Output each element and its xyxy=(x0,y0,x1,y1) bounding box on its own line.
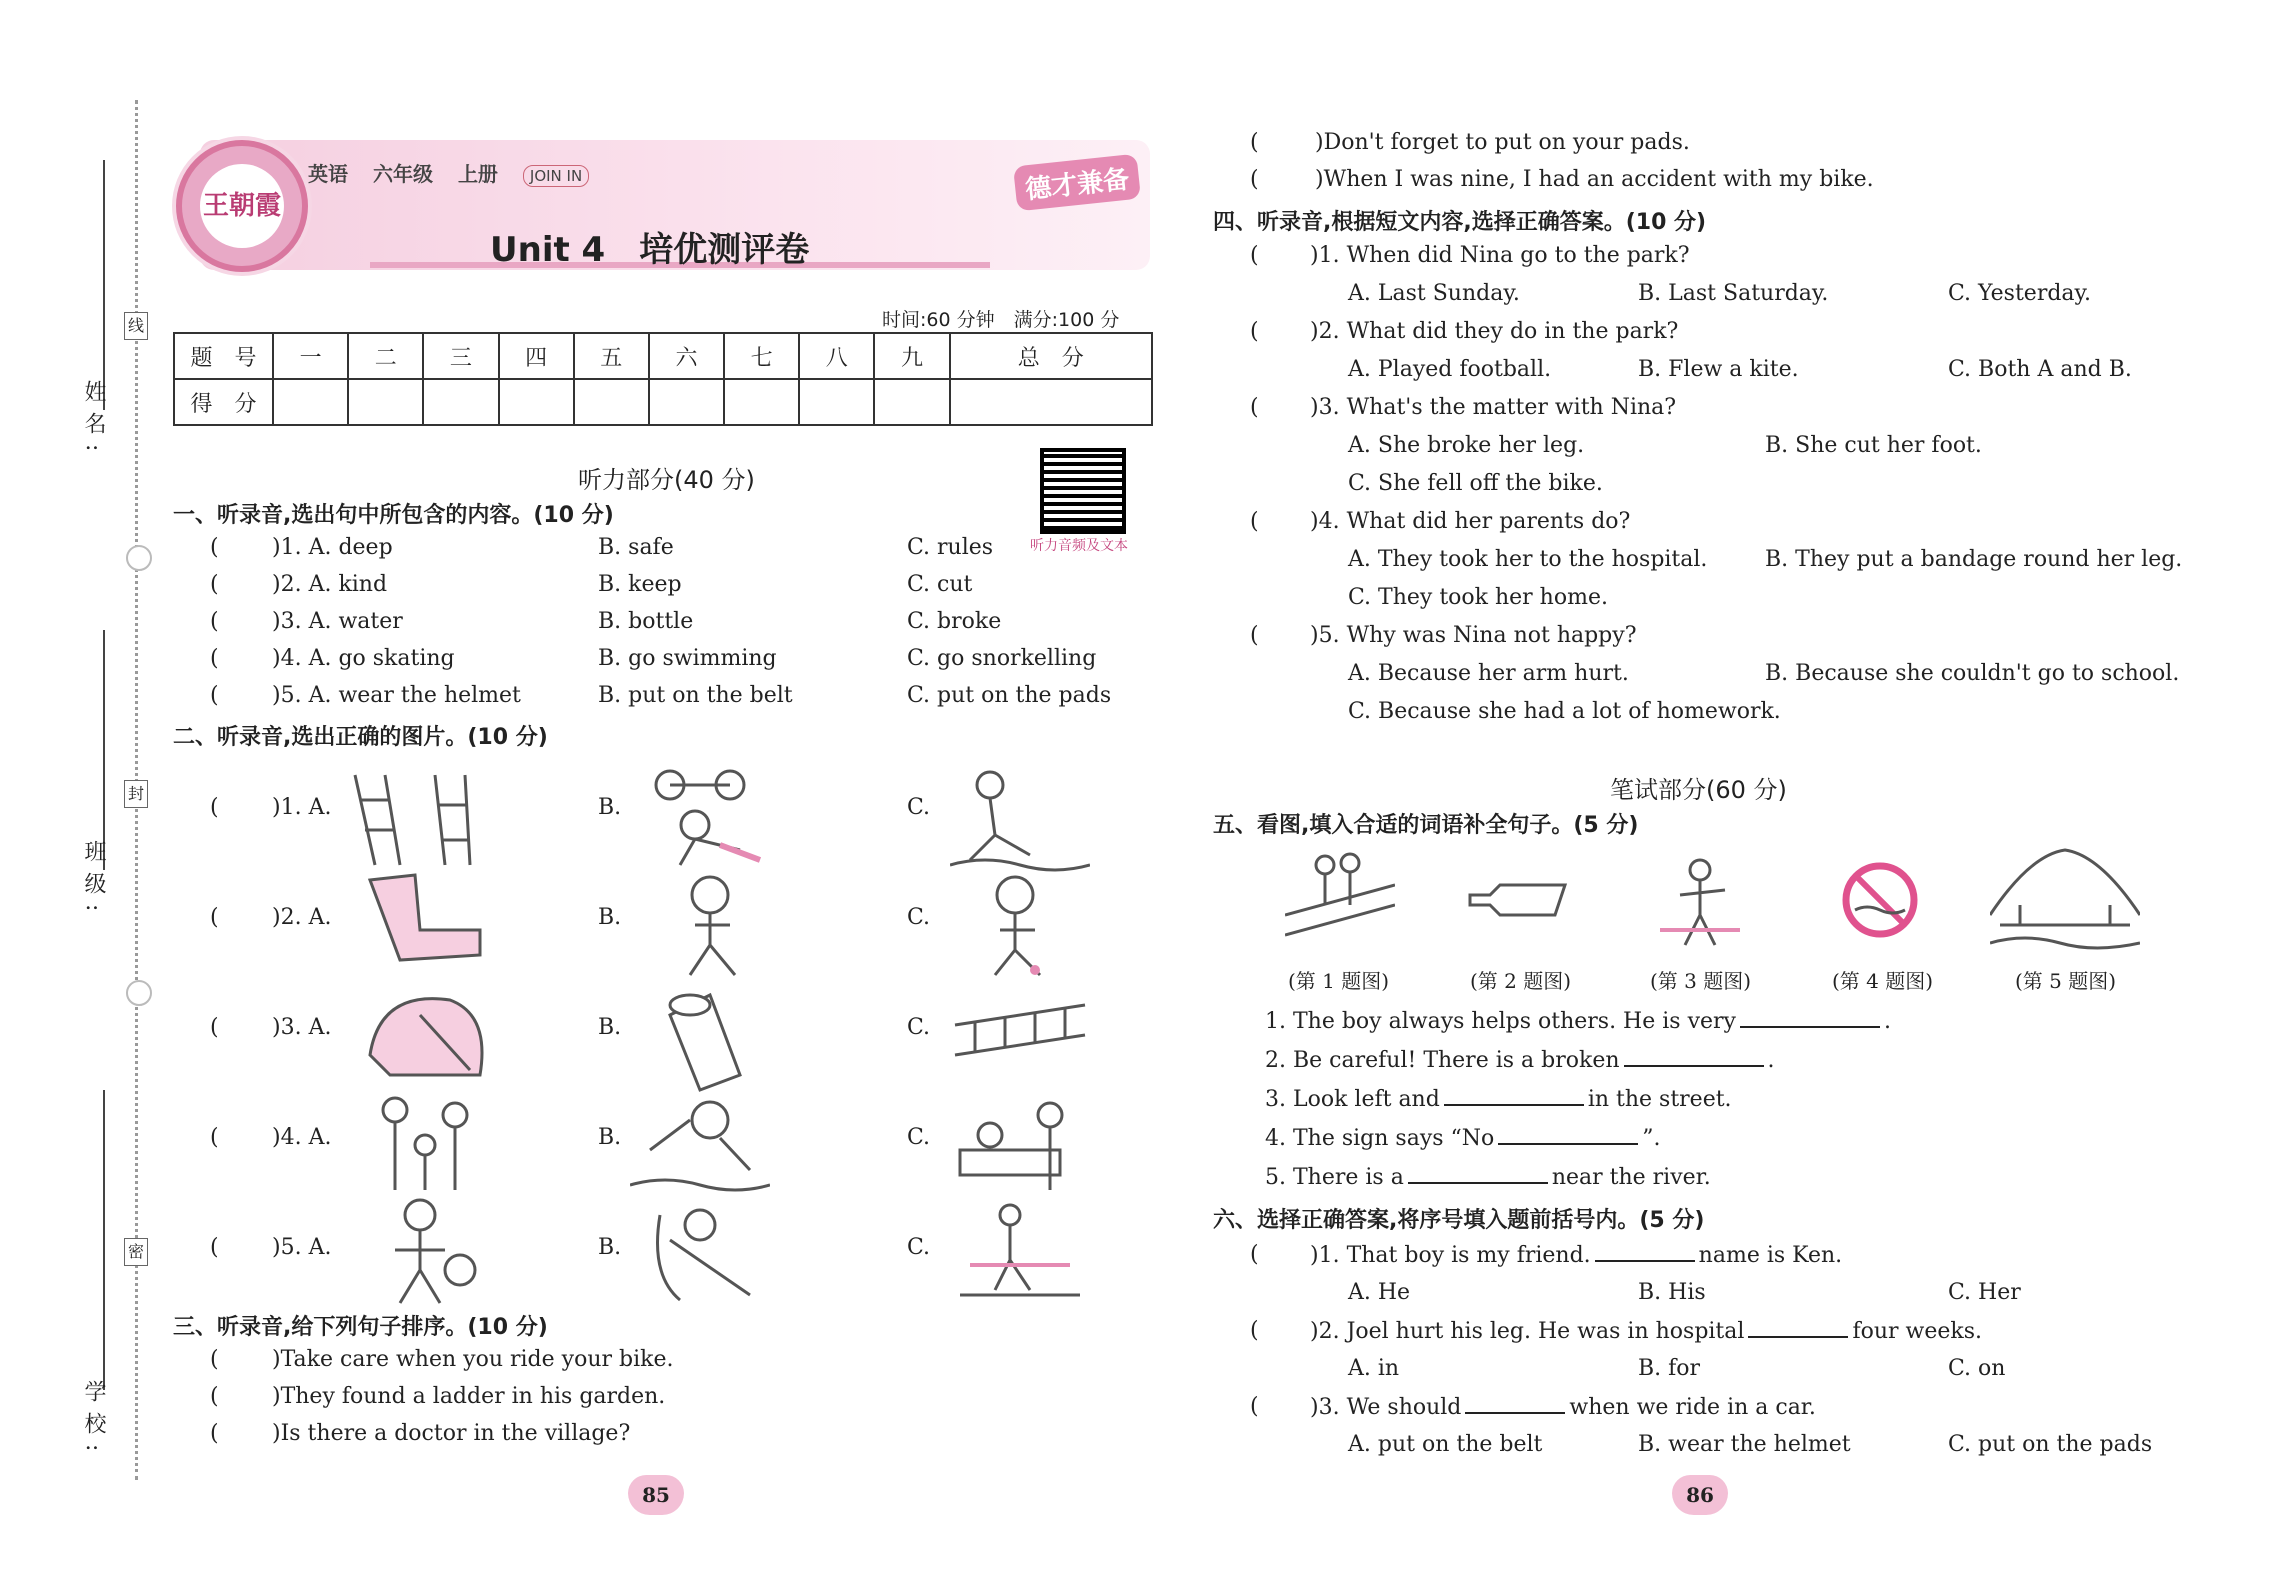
option-a: )4. A. go skating xyxy=(272,646,455,671)
option-b: B. Because she couldn't go to school. xyxy=(1765,661,2180,686)
paren: ( xyxy=(1250,319,1259,344)
pic-label-b: B. xyxy=(598,905,622,930)
option-c: C. on xyxy=(1948,1356,2006,1381)
paren: ( xyxy=(1250,1318,1259,1343)
paren: ( xyxy=(1250,167,1259,192)
text: in the street. xyxy=(1587,1087,1732,1112)
page-number-86: 86 xyxy=(1672,1475,1728,1515)
option-a: A. in xyxy=(1348,1356,1400,1381)
qr-caption: 听力音频及文本 xyxy=(1030,538,1128,554)
text: )3. We should xyxy=(1310,1395,1462,1420)
fall-off-bike-icon xyxy=(640,765,780,875)
page-number-85: 85 xyxy=(628,1475,684,1515)
score-cell[interactable] xyxy=(348,379,423,425)
option-a: A. put on the belt xyxy=(1348,1432,1543,1457)
score-input-row xyxy=(174,379,1152,425)
caption: (第 5 题图) xyxy=(2015,969,2117,993)
score-cell[interactable] xyxy=(874,379,949,425)
text: 4. The sign says “No xyxy=(1265,1126,1495,1151)
text: near the river. xyxy=(1551,1165,1711,1190)
pic-label-c: C. xyxy=(907,1125,931,1150)
answer-blank[interactable] xyxy=(1748,1318,1848,1338)
paren: ( xyxy=(210,683,219,708)
option-c: C. Because she had a lot of homework. xyxy=(1348,699,1781,724)
answer-blank[interactable] xyxy=(1444,1086,1584,1106)
subject: 英语 xyxy=(308,162,348,186)
score-table xyxy=(173,332,1153,426)
option-b: B. go swimming xyxy=(598,646,777,671)
option-c: C. She fell off the bike. xyxy=(1348,471,1603,496)
class-line xyxy=(103,630,105,870)
fill-sentence-5 xyxy=(1265,1164,1711,1190)
pic-label-c: C. xyxy=(907,1015,931,1040)
snorkelling-icon xyxy=(630,1090,770,1200)
paren: ( xyxy=(210,1421,219,1446)
option-c: C. put on the pads xyxy=(907,683,1112,708)
question: )1. When did Nina go to the park? xyxy=(1310,243,1690,268)
paren: ( xyxy=(210,572,219,597)
option-b: B. safe xyxy=(598,535,674,560)
text: 2. Be careful! There is a broken xyxy=(1265,1048,1620,1073)
paren: ( xyxy=(210,795,219,820)
crossing-street-icon xyxy=(950,1195,1090,1305)
option-c: C. go snorkelling xyxy=(907,646,1097,671)
text: )2. Joel hurt his leg. He was in hospital xyxy=(1310,1319,1745,1344)
seat-belt-icon xyxy=(640,1195,780,1305)
option-a: A. Played football. xyxy=(1348,357,1552,382)
question: )5. Why was Nina not happy? xyxy=(1310,623,1637,648)
sad-boy-icon xyxy=(960,870,1100,980)
answer-blank[interactable] xyxy=(1465,1394,1565,1414)
option-c: C. rules xyxy=(907,535,994,560)
paren: ( xyxy=(1250,1394,1259,1419)
paren: ( xyxy=(210,1384,219,1409)
paren: ( xyxy=(1250,130,1259,155)
fill-sentence-1 xyxy=(1265,1008,1891,1034)
pic-label-a: )1. A. xyxy=(272,795,332,820)
helping-old-man-icon xyxy=(1285,845,1395,950)
edition-tag: JOIN IN xyxy=(523,165,589,187)
pic-label-a: )3. A. xyxy=(272,1015,332,1040)
option-a: A. Because her arm hurt. xyxy=(1348,661,1629,686)
ladder-icon xyxy=(345,765,485,875)
option-b: B. Flew a kite. xyxy=(1638,357,1799,382)
answer-blank[interactable] xyxy=(1408,1164,1548,1184)
sentence: )When I was nine, I had an accident with my bike. xyxy=(1315,167,1874,192)
pic-label-a: )2. A. xyxy=(272,905,332,930)
hospital-visit-icon xyxy=(950,1090,1090,1200)
cell: 四 xyxy=(499,333,574,379)
listening-title: 听力部分(40 分) xyxy=(578,466,755,494)
sentence: )They found a ladder in his garden. xyxy=(272,1384,666,1409)
answer-blank[interactable] xyxy=(1498,1125,1638,1145)
brand-logo xyxy=(176,140,308,272)
name-line xyxy=(103,160,105,410)
question: )3. What's the matter with Nina? xyxy=(1310,395,1677,420)
sentence: )Don't forget to put on your pads. xyxy=(1315,130,1690,155)
text: )1. That boy is my friend. xyxy=(1310,1243,1591,1268)
option-b: B. Last Saturday. xyxy=(1638,281,1829,306)
writing-title: 笔试部分(60 分) xyxy=(1610,776,1787,804)
bandage-roll-icon xyxy=(650,985,790,1095)
badge: 德才兼备 xyxy=(1013,154,1141,212)
answer-blank[interactable] xyxy=(1740,1008,1880,1028)
score-header-row xyxy=(174,333,1152,379)
sec4-title: 四、听录音,根据短文内容,选择正确答案。(10 分) xyxy=(1213,210,1707,235)
paren: ( xyxy=(210,905,219,930)
paren: ( xyxy=(1250,623,1259,648)
cell: 三 xyxy=(423,333,498,379)
option-c: C. Both A and B. xyxy=(1948,357,2132,382)
mark-feng: 封 xyxy=(124,780,148,808)
paren: ( xyxy=(1250,395,1259,420)
paren: ( xyxy=(1250,509,1259,534)
punch-hole xyxy=(126,545,152,571)
cell: 题 号 xyxy=(174,333,273,379)
option-b: B. She cut her foot. xyxy=(1765,433,1982,458)
pic-label-b: B. xyxy=(598,1015,622,1040)
text: name is Ken. xyxy=(1698,1243,1843,1268)
cell: 一 xyxy=(273,333,348,379)
option-c: C. cut xyxy=(907,572,973,597)
text: when we ride in a car. xyxy=(1569,1395,1816,1420)
time-info: 时间:60 分钟 满分:100 分 xyxy=(882,309,1120,331)
cell: 九 xyxy=(874,333,949,379)
text: ”. xyxy=(1642,1126,1661,1151)
term: 上册 xyxy=(457,162,498,186)
option-b: B. They put a bandage round her leg. xyxy=(1765,547,2183,572)
text: . xyxy=(1767,1048,1775,1073)
question: )4. What did her parents do? xyxy=(1310,509,1631,534)
cell: 七 xyxy=(724,333,799,379)
no-swimming-sign-icon xyxy=(1840,860,1920,940)
cell: 六 xyxy=(649,333,724,379)
answer-blank[interactable] xyxy=(1595,1242,1695,1262)
question xyxy=(1310,1318,1982,1344)
family-icon xyxy=(360,1090,500,1200)
option-b: B. keep xyxy=(598,572,682,597)
score-cell[interactable] xyxy=(950,379,1152,425)
option-a: )5. A. wear the helmet xyxy=(272,683,521,708)
option-b: B. His xyxy=(1638,1280,1706,1305)
pic-label-c: C. xyxy=(907,795,931,820)
cell: 五 xyxy=(574,333,649,379)
option-a: A. She broke her leg. xyxy=(1348,433,1585,458)
score-cell[interactable] xyxy=(423,379,498,425)
answer-blank[interactable] xyxy=(1624,1047,1764,1067)
helmet-icon xyxy=(360,985,500,1095)
class-label: 班级: xyxy=(81,840,106,922)
option-c: C. Yesterday. xyxy=(1948,281,2092,306)
pic-label-b: B. xyxy=(598,1125,622,1150)
punch-hole xyxy=(126,980,152,1006)
text: four weeks. xyxy=(1852,1319,1982,1344)
option-a: )2. A. kind xyxy=(272,572,388,597)
fill-sentence-4 xyxy=(1265,1125,1661,1151)
fill-sentence-3 xyxy=(1265,1086,1732,1112)
score-cell[interactable] xyxy=(649,379,724,425)
school-label: 学校: xyxy=(81,1380,106,1462)
option-a: )1. A. deep xyxy=(272,535,393,560)
name-label: 姓名: xyxy=(81,380,106,462)
cell: 总 分 xyxy=(950,333,1152,379)
score-cell[interactable] xyxy=(724,379,799,425)
paren: ( xyxy=(1250,243,1259,268)
text: 1. The boy always helps others. He is very xyxy=(1265,1009,1736,1034)
paren: ( xyxy=(210,1235,219,1260)
sec2-title: 二、听录音,选出正确的图片。(10 分) xyxy=(173,725,548,750)
grade: 六年级 xyxy=(372,162,433,186)
book-meta xyxy=(308,158,607,187)
hurt-knee-boy-icon xyxy=(650,870,790,980)
paren: ( xyxy=(210,646,219,671)
score-cell[interactable] xyxy=(499,379,574,425)
option-b: B. bottle xyxy=(598,609,694,634)
look-right-icon xyxy=(1645,850,1755,950)
score-cell[interactable] xyxy=(574,379,649,425)
cell: 八 xyxy=(799,333,874,379)
pic-label-b: B. xyxy=(598,1235,622,1260)
caption: (第 4 题图) xyxy=(1832,969,1934,993)
bridge-river-icon xyxy=(1990,845,2140,950)
pic-label-a: )4. A. xyxy=(272,1125,332,1150)
sentence: )Take care when you ride your bike. xyxy=(272,1347,674,1372)
paren: ( xyxy=(210,1015,219,1040)
option-a: A. He xyxy=(1348,1280,1411,1305)
fill-sentence-2 xyxy=(1265,1047,1775,1073)
sec1-title: 一、听录音,选出句中所包含的内容。(10 分) xyxy=(173,503,614,528)
option-b: B. for xyxy=(1638,1356,1701,1381)
question: )2. What did they do in the park? xyxy=(1310,319,1679,344)
sec5-title: 五、看图,填入合适的词语补全句子。(5 分) xyxy=(1213,813,1639,838)
option-b: B. put on the belt xyxy=(598,683,793,708)
text: . xyxy=(1883,1009,1891,1034)
sec6-title: 六、选择正确答案,将序号填入题前括号内。(5 分) xyxy=(1213,1208,1705,1233)
text: 5. There is a xyxy=(1265,1165,1404,1190)
pic-label-c: C. xyxy=(907,905,931,930)
option-b: B. wear the helmet xyxy=(1638,1432,1851,1457)
mark-xian: 线 xyxy=(124,312,148,340)
cell: 得 分 xyxy=(174,379,273,425)
text: 3. Look left and xyxy=(1265,1087,1440,1112)
paren: ( xyxy=(210,535,219,560)
option-c: C. broke xyxy=(907,609,1002,634)
logo-text: 王朝霞 xyxy=(200,164,284,248)
sentence: )Is there a doctor in the village? xyxy=(272,1421,631,1446)
qr-code[interactable] xyxy=(1040,448,1126,534)
helmet-pads-kid-icon xyxy=(360,1195,500,1305)
option-c: C. Her xyxy=(1948,1280,2021,1305)
ladder-flat-icon xyxy=(950,985,1090,1095)
caption: (第 3 题图) xyxy=(1650,969,1752,993)
swimmer-icon xyxy=(950,765,1090,875)
school-line xyxy=(103,1090,105,1390)
pic-label-b: B. xyxy=(598,795,622,820)
pic-label-c: C. xyxy=(907,1235,931,1260)
broken-bottle-icon xyxy=(1465,870,1575,930)
paren: ( xyxy=(210,1347,219,1372)
caption: (第 1 题图) xyxy=(1288,969,1390,993)
paren: ( xyxy=(210,609,219,634)
cell: 二 xyxy=(348,333,423,379)
option-a: A. Last Sunday. xyxy=(1348,281,1520,306)
paren: ( xyxy=(1250,1242,1259,1267)
mark-mi: 密 xyxy=(124,1238,148,1266)
page-title: Unit 4 培优测评卷 xyxy=(490,230,810,270)
option-a: )3. A. water xyxy=(272,609,403,634)
option-c: C. put on the pads xyxy=(1948,1432,2153,1457)
option-c: C. They took her home. xyxy=(1348,585,1608,610)
score-cell[interactable] xyxy=(799,379,874,425)
question xyxy=(1310,1242,1842,1268)
caption: (第 2 题图) xyxy=(1470,969,1572,993)
score-cell[interactable] xyxy=(273,379,348,425)
option-a: A. They took her to the hospital. xyxy=(1348,547,1708,572)
question xyxy=(1310,1394,1816,1420)
paren: ( xyxy=(210,1125,219,1150)
pic-label-a: )5. A. xyxy=(272,1235,332,1260)
hurt-arm-icon xyxy=(360,870,500,980)
sec3-title: 三、听录音,给下列句子排序。(10 分) xyxy=(173,1315,548,1340)
